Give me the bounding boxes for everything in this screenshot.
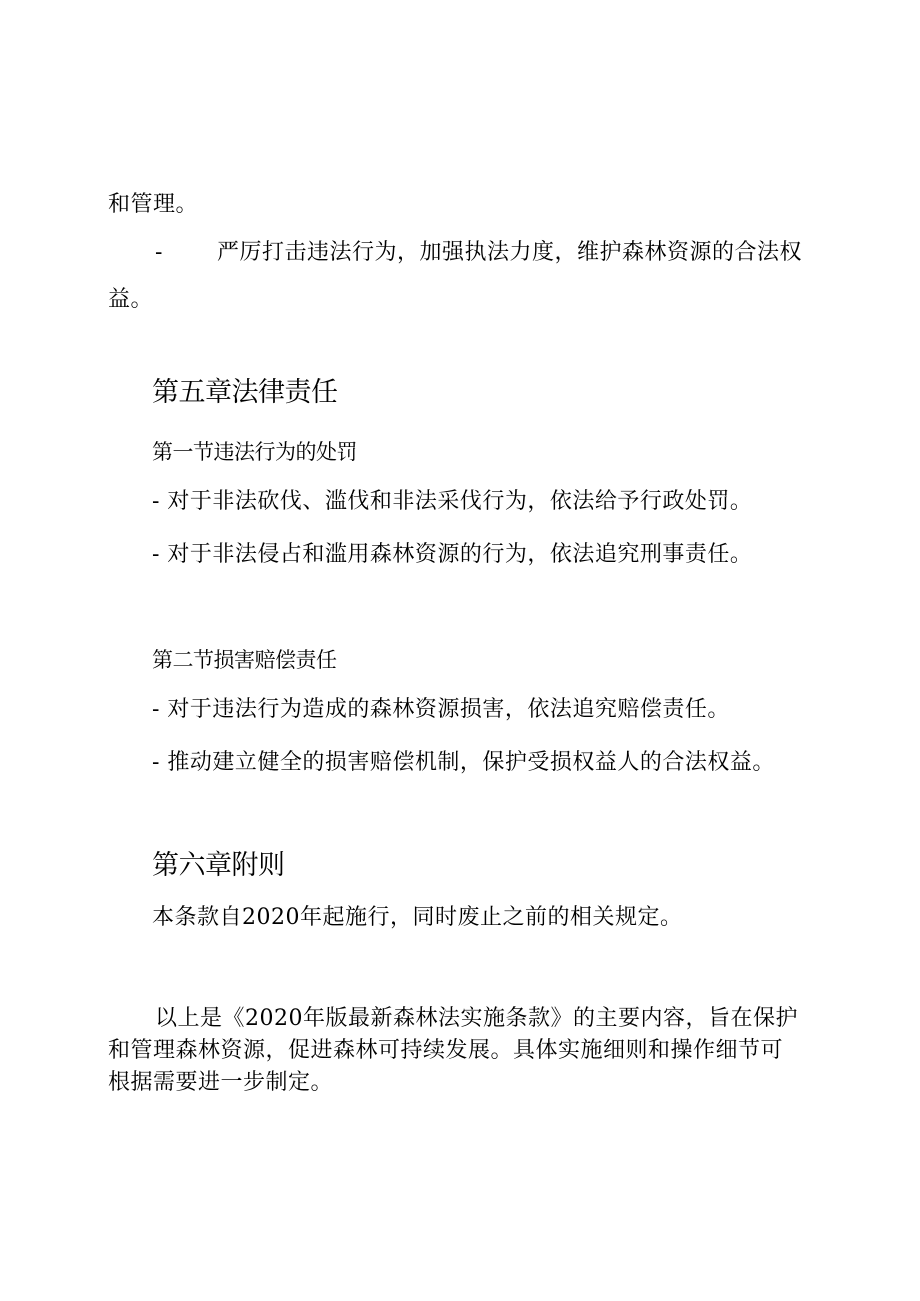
- conclusion-line: 和管理森林资源，促进森林可持续发展。具体实施细则和操作细节可: [108, 1038, 784, 1063]
- continuation-text: 和管理。: [108, 192, 199, 217]
- section-2-title: 第二节损害赔偿责任: [152, 648, 337, 672]
- bullet-dash: -: [155, 240, 163, 265]
- conclusion-line: 根据需要进一步制定。: [108, 1070, 334, 1095]
- bullet-item: [155, 238, 802, 268]
- chapter-6-text: 本条款自2020年起施行，同时废止之前的相关规定。: [152, 905, 683, 930]
- chapter-5-title: 第五章法律责任: [152, 377, 338, 408]
- chapter-6-title: 第六章附则: [152, 850, 285, 881]
- bullet-wrap-text: 益。: [108, 287, 154, 312]
- section-1-item: - 对于非法砍伐、滥伐和非法采伐行为，依法给予行政处罚。: [152, 489, 753, 514]
- bullet-text: 严厉打击违法行为，加强执法力度，维护森林资源的合法权: [216, 240, 802, 265]
- section-1-title: 第一节违法行为的处罚: [152, 440, 357, 464]
- conclusion-line: 以上是《2020年版最新森林法实施条款》的主要内容，旨在保护: [155, 1006, 798, 1031]
- section-1-item: - 对于非法侵占和滥用森林资源的行为，依法追究刑事责任。: [152, 542, 753, 567]
- section-2-item: - 推动建立健全的损害赔偿机制，保护受损权益人的合法权益。: [152, 750, 775, 775]
- section-2-item: - 对于违法行为造成的森林资源损害，依法追究赔偿责任。: [152, 697, 730, 722]
